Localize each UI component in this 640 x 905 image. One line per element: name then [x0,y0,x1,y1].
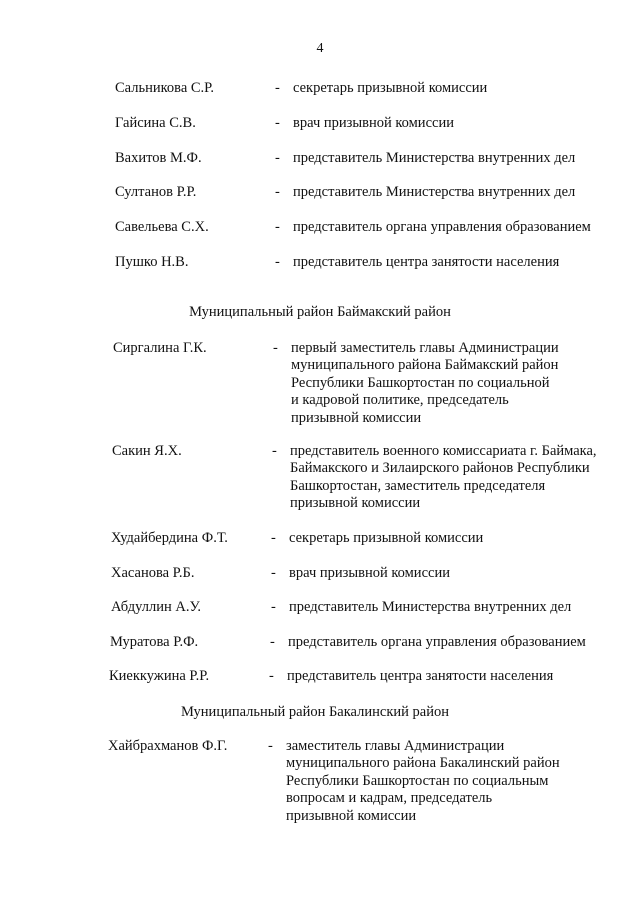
member-role: представитель Министерства внутренних дел [293,150,576,166]
member-role: представитель Министерства внутренних дел [293,184,576,200]
section-heading: Муниципальный район Бакалинский район [181,704,449,720]
dash-separator: - [275,80,280,96]
member-role: представитель центра занятости населения [293,254,560,270]
dash-separator: - [273,340,278,356]
member-name: Гайсина С.В. [115,115,196,131]
dash-separator: - [271,599,276,615]
member-name: Хасанова Р.Б. [111,565,195,581]
member-name: Худайбердина Ф.Т. [111,530,228,546]
dash-separator: - [272,443,277,459]
member-name: Абдуллин А.У. [111,599,201,615]
dash-separator: - [271,565,276,581]
member-name: Вахитов М.Ф. [115,150,202,166]
member-name: Киеккужина Р.Р. [109,668,210,684]
dash-separator: - [275,184,280,200]
member-role: заместитель главы Администрации муниципального района Бакалинский район Республики Башкортостан по социальным вопросам и кадрам, председатель призывной комиссии [286,738,560,824]
member-name: Сальникова С.Р. [115,80,215,96]
member-name: Пушко Н.В. [115,254,189,270]
member-name: Сакин Я.Х. [112,443,182,459]
member-name: Савельева С.Х. [115,219,209,235]
member-role: врач призывной комиссии [293,115,454,131]
member-role: представитель органа управления образованием [293,219,591,235]
member-role: секретарь призывной комиссии [289,530,484,546]
member-name: Султанов Р.Р. [115,184,197,200]
member-role: представитель центра занятости населения [287,668,554,684]
member-role: врач призывной комиссии [289,565,450,581]
member-name: Сиргалина Г.К. [113,340,207,356]
dash-separator: - [271,530,276,546]
dash-separator: - [275,115,280,131]
member-role: представитель органа управления образованием [288,634,586,650]
member-role: представитель Министерства внутренних дел [289,599,572,615]
dash-separator: - [275,219,280,235]
member-role: секретарь призывной комиссии [293,80,488,96]
dash-separator: - [275,254,280,270]
member-role: представитель военного комиссариата г. Баймака, Баймакского и Зилаирского районов Республики Башкортостан, заместитель председателя призывной комиссии [290,443,597,512]
dash-separator: - [270,634,275,650]
member-name: Муратова Р.Ф. [110,634,199,650]
dash-separator: - [275,150,280,166]
member-role: первый заместитель главы Администрации муниципального района Баймакский район Республики Башкортостан по социальной и кадровой политике, председатель призывной комиссии [291,340,559,426]
dash-separator: - [269,668,274,684]
section-heading: Муниципальный район Баймакский район [189,304,451,320]
dash-separator: - [268,738,273,754]
page-number: 4 [316,41,324,56]
member-name: Хайбрахманов Ф.Г. [108,738,228,754]
